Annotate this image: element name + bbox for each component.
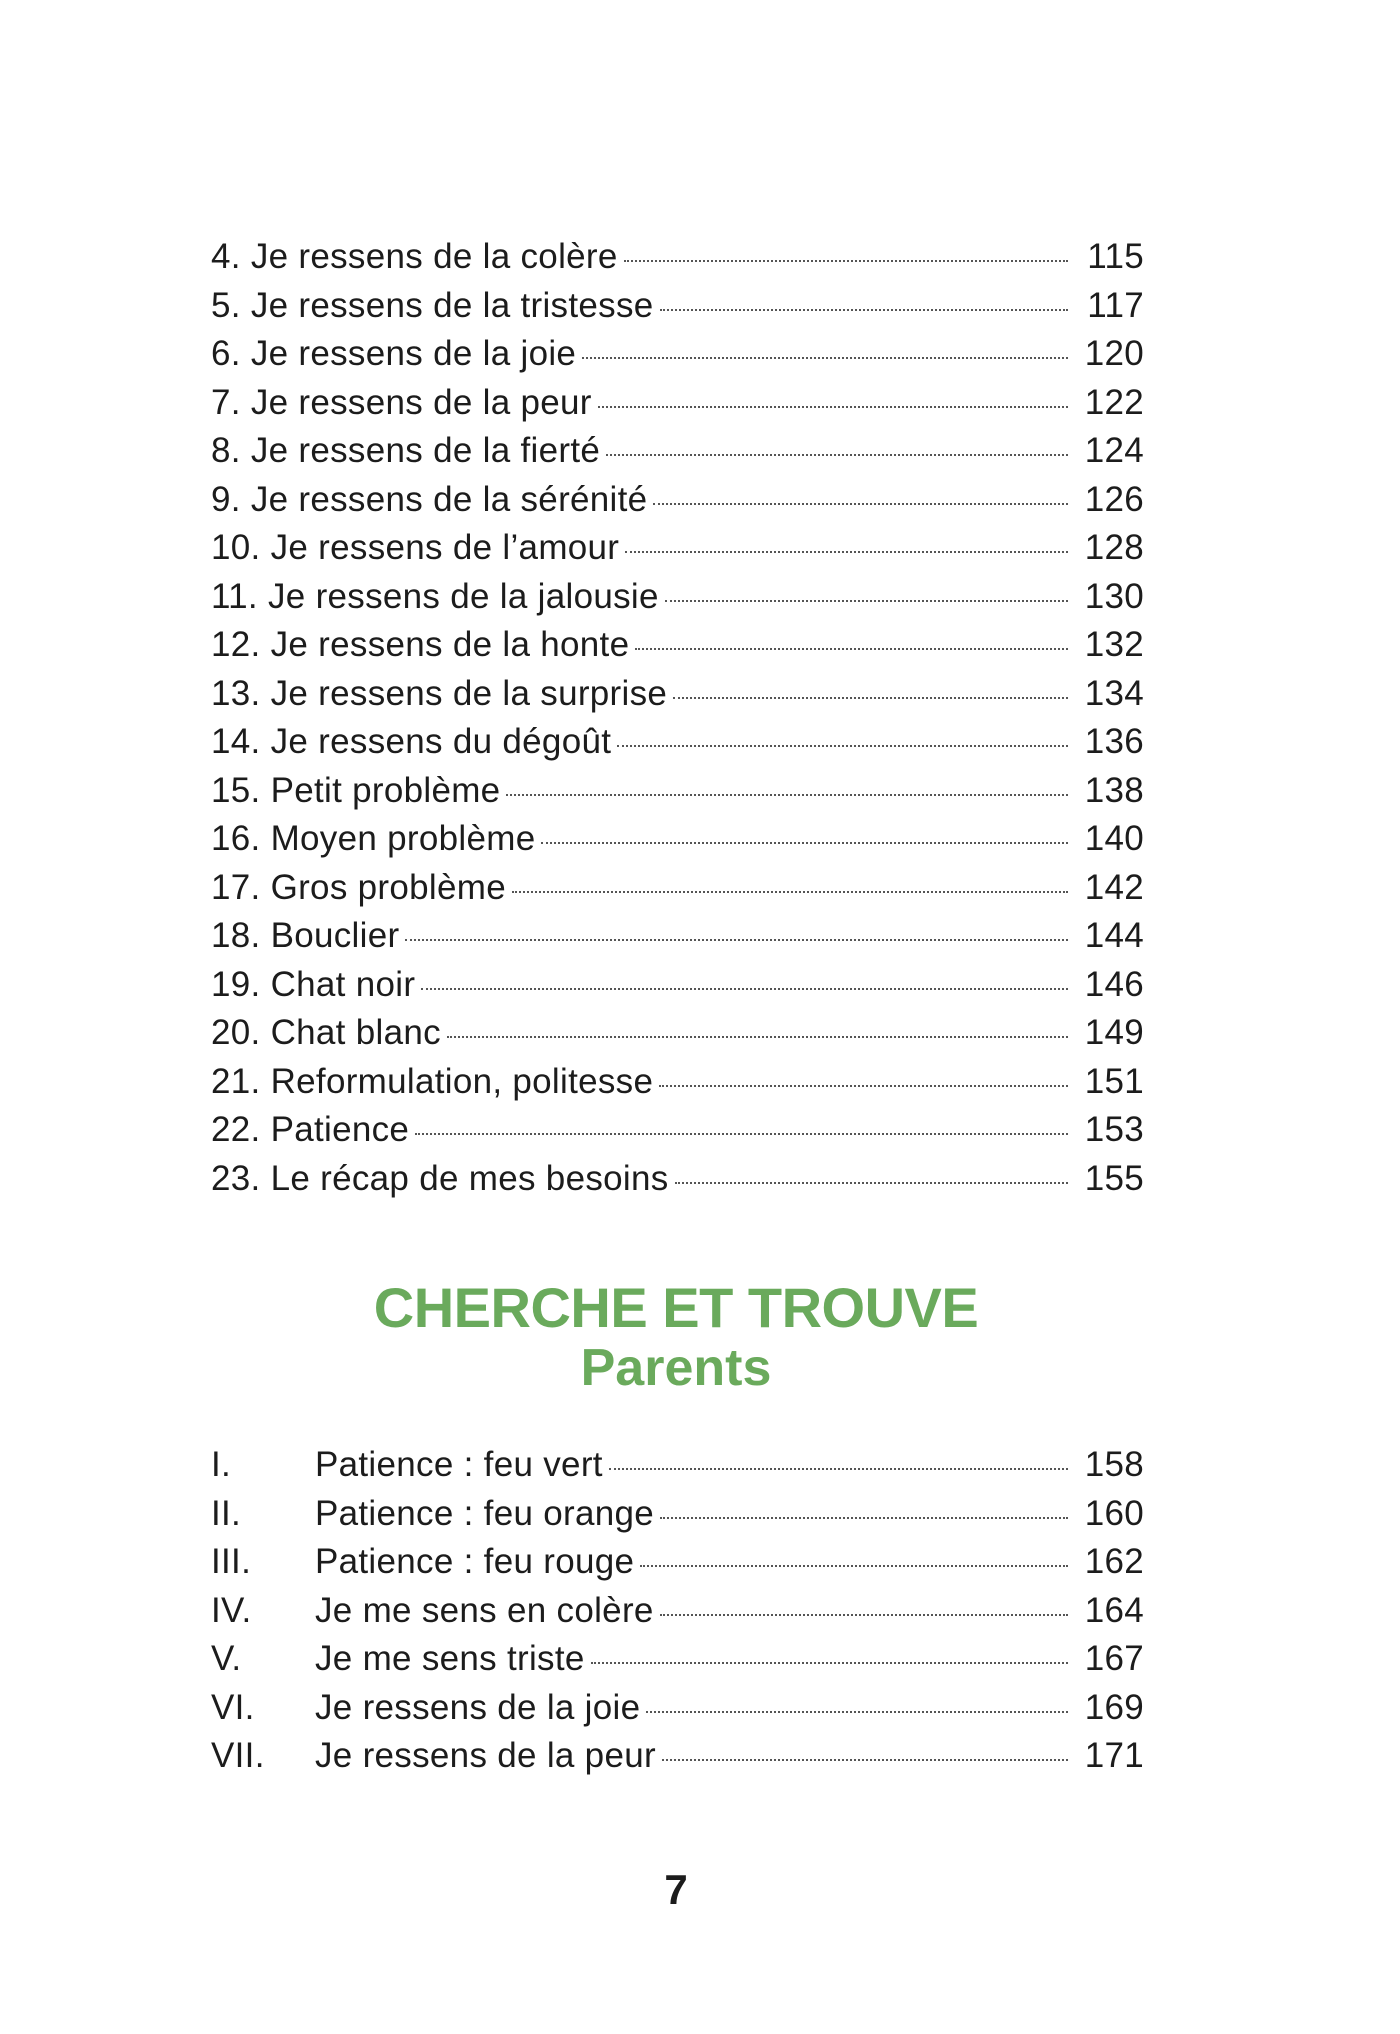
toc-entry-page: 151 — [1084, 1061, 1144, 1101]
toc-entry-label: 9. Je ressens de la sérénité — [211, 479, 648, 519]
toc-entry[interactable] — [211, 1490, 1144, 1539]
toc-leader-dots — [582, 357, 1068, 359]
toc-entry-label: 6. Je ressens de la joie — [211, 334, 577, 373]
toc-entry-page: 117 — [1087, 285, 1144, 325]
toc-leader-dots — [675, 1182, 1068, 1184]
toc-entry-page: 138 — [1084, 770, 1144, 810]
toc-entry-page: 122 — [1084, 382, 1144, 422]
toc-entry-label: Je ressens de la peur — [315, 1736, 656, 1775]
section-title: CHERCHE ET TROUVE — [373, 1276, 979, 1339]
toc-entry[interactable] — [211, 1009, 1144, 1058]
toc-parents-list — [211, 1441, 1144, 1781]
toc-entry[interactable] — [211, 573, 1144, 622]
toc-leader-dots — [415, 1133, 1068, 1135]
toc-entry-label: Je me sens triste — [315, 1639, 585, 1678]
toc-entry-page: 144 — [1084, 916, 1144, 955]
toc-entry-label: 10. Je ressens de l’amour — [211, 528, 620, 567]
toc-entry[interactable] — [211, 767, 1144, 816]
toc-entry-label: Patience : feu orange — [315, 1493, 655, 1533]
toc-entry[interactable] — [211, 1635, 1144, 1684]
toc-entry-label: 14. Je ressens du dégoût — [211, 722, 612, 761]
toc-entry[interactable] — [211, 233, 1144, 282]
toc-leader-dots — [662, 1759, 1068, 1761]
toc-leader-dots — [635, 648, 1068, 650]
toc-entry-label: Je me sens en colère — [315, 1590, 654, 1630]
toc-entry[interactable] — [211, 1155, 1144, 1204]
toc-entry-page: 115 — [1087, 237, 1144, 276]
toc-entry-page: 160 — [1084, 1493, 1144, 1533]
toc-leader-dots — [665, 600, 1068, 602]
toc-entry-label: 19. Chat noir — [211, 964, 416, 1004]
toc-entry-label: Patience : feu rouge — [315, 1542, 635, 1581]
toc-leader-dots — [591, 1662, 1068, 1664]
toc-top-list — [211, 233, 1144, 1203]
toc-entry[interactable] — [211, 621, 1144, 670]
toc-leader-dots — [653, 503, 1068, 505]
toc-entry-roman-numeral: II. — [211, 1493, 242, 1533]
toc-entry-label: 8. Je ressens de la fierté — [211, 431, 601, 470]
toc-entry[interactable] — [211, 1441, 1144, 1490]
toc-entry[interactable] — [211, 670, 1144, 719]
toc-entry-page: 130 — [1084, 576, 1144, 616]
toc-entry[interactable] — [211, 961, 1144, 1010]
page-number: 7 — [664, 1866, 688, 1913]
toc-entry-page: 128 — [1084, 528, 1144, 567]
toc-leader-dots — [609, 1468, 1068, 1470]
toc-entry[interactable] — [211, 912, 1144, 961]
toc-entry-label: 7. Je ressens de la peur — [211, 382, 592, 422]
toc-leader-dots — [624, 260, 1068, 262]
toc-leader-dots — [660, 1517, 1068, 1519]
toc-entry-roman-numeral: IV. — [211, 1590, 252, 1630]
toc-entry-page: 169 — [1084, 1687, 1144, 1727]
toc-entry-page: 171 — [1084, 1736, 1144, 1775]
toc-entry[interactable] — [211, 1732, 1144, 1781]
toc-entry[interactable] — [211, 330, 1144, 379]
toc-entry-page: 153 — [1084, 1110, 1144, 1149]
toc-entry-label: Je ressens de la joie — [315, 1687, 641, 1727]
toc-entry-label: 20. Chat blanc — [211, 1013, 441, 1052]
toc-entry-label: 15. Petit problème — [211, 770, 501, 810]
toc-entry[interactable] — [211, 1587, 1144, 1636]
toc-leader-dots — [405, 939, 1068, 941]
toc-leader-dots — [506, 794, 1068, 796]
toc-leader-dots — [606, 454, 1068, 456]
toc-entry-page: 158 — [1084, 1445, 1144, 1484]
toc-leader-dots — [640, 1565, 1068, 1567]
toc-entry[interactable] — [211, 1058, 1144, 1107]
toc-entry-label: 11. Je ressens de la jalousie — [211, 576, 659, 616]
toc-entry[interactable] — [211, 1538, 1144, 1587]
toc-entry-page: 142 — [1084, 867, 1144, 907]
toc-leader-dots — [673, 697, 1068, 699]
toc-entry-label: 18. Bouclier — [211, 916, 400, 955]
toc-entry-label: 23. Le récap de mes besoins — [211, 1158, 669, 1198]
toc-entry-page: 155 — [1084, 1158, 1144, 1198]
toc-leader-dots — [447, 1036, 1068, 1038]
toc-entry-roman-numeral: I. — [211, 1445, 232, 1484]
toc-entry-page: 124 — [1084, 431, 1144, 470]
toc-entry-roman-numeral: VI. — [211, 1687, 255, 1727]
toc-entry[interactable] — [211, 1684, 1144, 1733]
toc-entry-page: 120 — [1084, 334, 1144, 373]
toc-entry-page: 140 — [1084, 819, 1144, 858]
toc-entry-label: 17. Gros problème — [211, 867, 506, 907]
toc-leader-dots — [659, 1085, 1068, 1087]
toc-entry[interactable] — [211, 1106, 1144, 1155]
toc-entry-page: 146 — [1084, 964, 1144, 1004]
toc-leader-dots — [541, 842, 1068, 844]
toc-entry-label: 4. Je ressens de la colère — [211, 237, 618, 276]
toc-entry-page: 132 — [1084, 625, 1144, 664]
toc-entry-roman-numeral: III. — [211, 1542, 252, 1581]
toc-entry-page: 164 — [1084, 1590, 1144, 1630]
toc-entry-label: 16. Moyen problème — [211, 819, 536, 858]
toc-entry[interactable] — [211, 379, 1144, 428]
section-subtitle: Parents — [580, 1339, 772, 1397]
toc-entry-roman-numeral: VII. — [211, 1736, 265, 1775]
toc-leader-dots — [512, 891, 1068, 893]
toc-leader-dots — [625, 551, 1068, 553]
toc-entry[interactable] — [211, 524, 1144, 573]
toc-entry-page: 126 — [1084, 479, 1144, 519]
toc-entry[interactable] — [211, 476, 1144, 525]
toc-leader-dots — [598, 406, 1068, 408]
toc-leader-dots — [660, 309, 1068, 311]
toc-entry-page: 136 — [1084, 722, 1144, 761]
toc-entry[interactable] — [211, 718, 1144, 767]
toc-leader-dots — [421, 988, 1068, 990]
toc-entry-label: 22. Patience — [211, 1110, 410, 1149]
toc-leader-dots — [617, 745, 1068, 747]
toc-entry-label: 21. Reformulation, politesse — [211, 1061, 654, 1101]
toc-entry-roman-numeral: V. — [211, 1639, 242, 1678]
toc-leader-dots — [660, 1614, 1068, 1616]
toc-entry-label: 13. Je ressens de la surprise — [211, 673, 668, 713]
toc-entry-page: 162 — [1084, 1542, 1144, 1581]
toc-entry-page: 149 — [1084, 1013, 1144, 1052]
toc-entry-page: 167 — [1084, 1639, 1144, 1678]
toc-entry-label: 12. Je ressens de la honte — [211, 625, 630, 664]
toc-entry[interactable] — [211, 864, 1144, 913]
toc-entry[interactable] — [211, 282, 1144, 331]
toc-entry[interactable] — [211, 427, 1144, 476]
toc-entry-label: Patience : feu vert — [315, 1445, 603, 1484]
toc-entry-label: 5. Je ressens de la tristesse — [211, 285, 654, 325]
toc-entry[interactable] — [211, 815, 1144, 864]
toc-leader-dots — [646, 1711, 1068, 1713]
toc-entry-page: 134 — [1084, 673, 1144, 713]
